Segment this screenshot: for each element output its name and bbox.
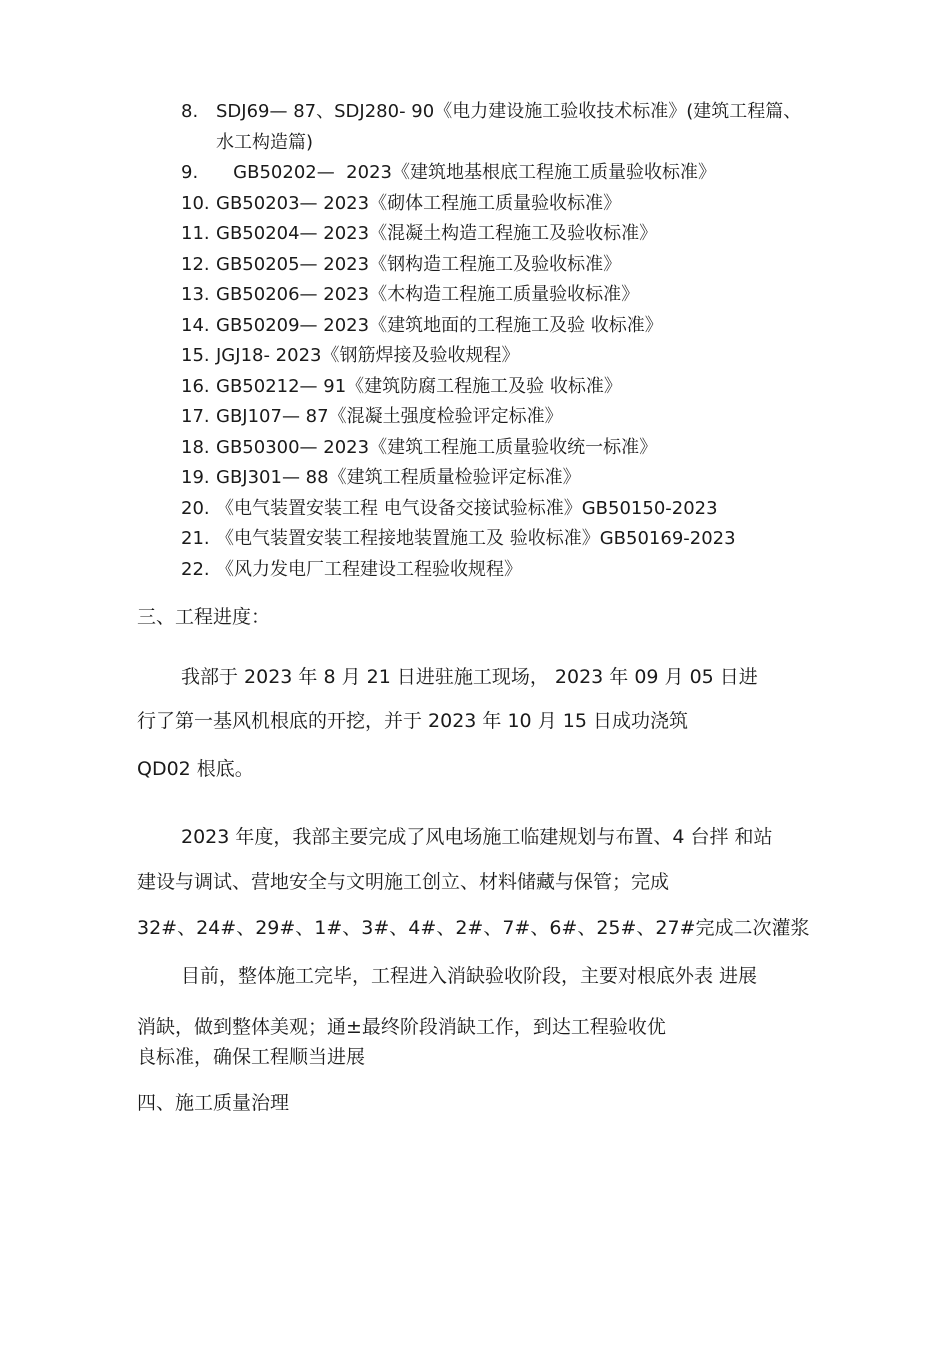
list-item — [181, 97, 821, 158]
list-item-number: 20. — [181, 497, 210, 519]
progress-paragraph-line: QD02 根底。 — [137, 758, 254, 780]
list-item — [181, 372, 821, 403]
current-status-line: 消缺，做到整体美观；通±最终阶段消缺工作，到达工程验收优 — [137, 1016, 666, 1038]
list-item-text: GB50204— 2023《混凝土构造工程施工及验收标准》 — [216, 223, 658, 244]
list-item-text: GB50202— 2023《建筑地基根底工程施工质量验收标准》 — [216, 162, 716, 183]
current-status-line: 良标准，确保工程顺当进展 — [137, 1046, 366, 1068]
list-item-number: 16. — [181, 375, 210, 397]
list-item — [181, 250, 821, 281]
reference-standards-list — [181, 97, 821, 585]
list-item-text: GB50206— 2023《木构造工程施工质量验收标准》 — [216, 284, 640, 305]
list-item-text: JGJ18- 2023《钢筋焊接及验收规程》 — [216, 345, 520, 366]
list-item-number: 9. — [181, 162, 199, 183]
list-item-text: 《电气装置安装工程接地装置施工及 验收标准》GB50169-2023 — [216, 528, 736, 549]
progress-paragraph-line: 行了第一基风机根底的开挖，并于 2023 年 10 月 15 日成功浇筑 — [137, 710, 688, 732]
list-item-number: 21. — [181, 528, 210, 549]
list-item — [181, 433, 821, 464]
list-item-number: 12. — [181, 253, 210, 275]
list-item-text: SDJ69— 87、SDJ280- 90《电力建设施工验收技术标准》(建筑工程篇、水工构造篇) — [216, 101, 802, 153]
list-item-number: 17. — [181, 406, 210, 427]
list-item-text: GB50203— 2023《砌体工程施工质量验收标准》 — [216, 192, 622, 214]
list-item — [181, 219, 821, 250]
list-item-number: 8. — [181, 101, 199, 122]
list-item — [181, 311, 821, 342]
annual-summary-line: 建设与调试、营地安全与文明施工创立、材料储藏与保管；完成 — [137, 871, 670, 893]
section-heading-progress: 三、工程进度： — [137, 606, 271, 628]
list-item — [181, 402, 821, 433]
list-item-number: 18. — [181, 436, 210, 458]
section-heading-quality: 四、施工质量治理 — [137, 1092, 290, 1114]
list-item-number: 22. — [181, 558, 210, 580]
list-item — [181, 463, 821, 494]
list-item-text: GB50205— 2023《钢构造工程施工及验收标准》 — [216, 253, 622, 275]
list-item-text: GB50209— 2023《建筑地面的工程施工及验 收标准》 — [216, 314, 663, 336]
list-item — [181, 158, 821, 189]
list-item-text: GBJ301— 88《建筑工程质量检验评定标准》 — [216, 467, 581, 488]
list-item-text: GBJ107— 87《混凝土强度检验评定标准》 — [216, 406, 563, 427]
list-item — [181, 555, 821, 586]
list-item-number: 11. — [181, 223, 210, 244]
list-item-text: 《电气装置安装工程 电气设备交接试验标准》GB50150-2023 — [216, 497, 718, 519]
list-item — [181, 494, 821, 525]
list-item-text: 《风力发电厂工程建设工程验收规程》 — [216, 558, 522, 580]
list-item-number: 15. — [181, 345, 210, 366]
annual-summary-line: 2023 年度，我部主要完成了风电场施工临建规划与布置、4 台拌 和站 — [181, 826, 773, 848]
list-item-text: GB50300— 2023《建筑工程施工质量验收统一标准》 — [216, 436, 658, 458]
current-status-line: 目前，整体施工完毕，工程进入消缺验收阶段，主要对根底外表 进展 — [181, 965, 758, 987]
list-item-number: 19. — [181, 467, 210, 488]
list-item — [181, 524, 821, 555]
list-item-number: 13. — [181, 284, 210, 305]
list-item-text: GB50212— 91《建筑防腐工程施工及验 收标准》 — [216, 375, 622, 397]
list-item — [181, 280, 821, 311]
list-item — [181, 189, 821, 220]
list-item-number: 14. — [181, 314, 210, 336]
list-item — [181, 341, 821, 372]
progress-paragraph-line: 我部于 2023 年 8 月 21 日进驻施工现场， 2023 年 09 月 05 日进 — [181, 666, 758, 688]
annual-summary-line: 32#、24#、29#、1#、3#、4#、2#、7#、6#、25#、27#完成二次灌浆 — [137, 917, 810, 939]
list-item-number: 10. — [181, 192, 210, 214]
